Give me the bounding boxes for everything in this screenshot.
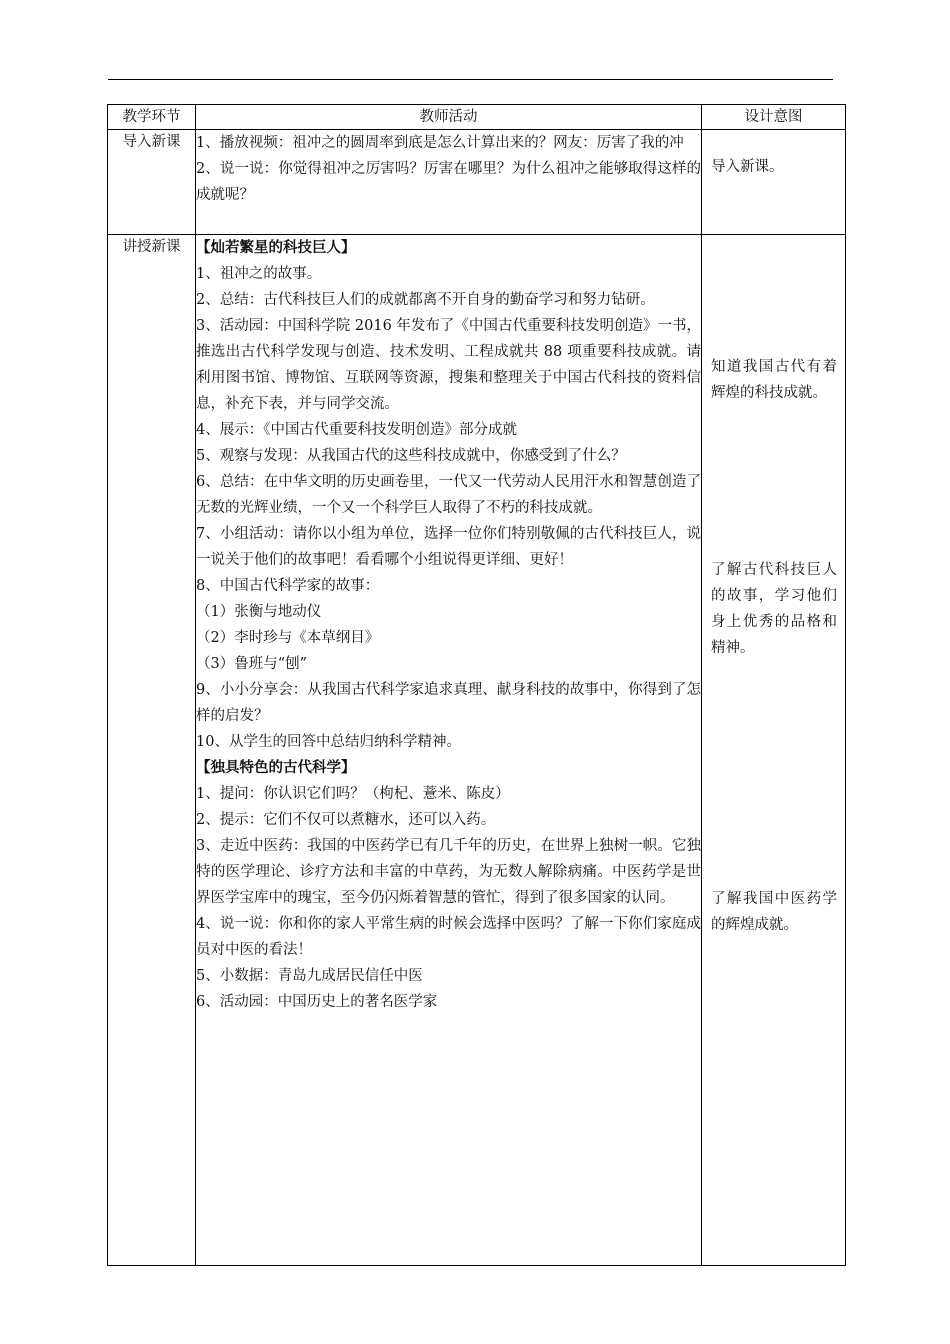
activity-item: 6、总结：在中华文明的历史画卷里，一代又一代劳动人民用汗水和智慧创造了无数的光辉业绩，一个又一个科学巨人取得了不朽的科技成就。 [196, 474, 701, 516]
header-stage: 教学环节 [108, 105, 196, 130]
activity-item: 3、走近中医药：我国的中医药学已有几千年的历史，在世界上独树一帜。它独特的医学理论、诊疗方法和丰富的中草药，为无数人解除病痛。中医药学是世界医学宝库中的瑰宝，至今仍闪烁着智慧的管忙，得到了很多国家的认同。 [196, 838, 701, 906]
section-heading: 【灿若繁星的科技巨人】 [196, 239, 356, 256]
header-intent: 设计意图 [702, 105, 846, 130]
table-row [108, 235, 846, 1266]
table-row [108, 130, 846, 235]
table-header-row [108, 105, 846, 130]
intent-text: 知道我国古代有着辉煌的科技成就。 [711, 359, 837, 401]
activity-item: 1、播放视频：祖冲之的圆周率到底是怎么计算出来的？网友：厉害了我的冲 [196, 135, 684, 151]
intent-text: 了解古代科技巨人的故事，学习他们身上优秀的品格和精神。 [711, 562, 837, 656]
activity-item: 7、小组活动：请你以小组为单位，选择一位你们特别敬佩的古代科技巨人，说一说关于他们的故事吧！看看哪个小组说得更详细、更好！ [196, 526, 701, 568]
activity-item: （3）鲁班与“刨” [196, 656, 308, 672]
activity-item: 6、活动园：中国历史上的著名医学家 [196, 994, 438, 1010]
intent-cell [702, 235, 846, 1266]
intent-text: 导入新课。 [711, 159, 784, 175]
activity-item: 5、小数据：青岛九成居民信任中医 [196, 968, 423, 984]
activity-item: 2、提示：它们不仅可以煮糖水，还可以入药。 [196, 812, 496, 828]
section-heading: 【独具特色的古代科学】 [196, 759, 356, 776]
activities-cell [196, 235, 702, 1266]
activity-item: 5、观察与发现：从我国古代的这些科技成就中，你感受到了什么？ [196, 448, 626, 464]
activity-item: 10、从学生的回答中总结归纳科学精神。 [196, 734, 461, 750]
activities-cell [196, 130, 702, 235]
header-rule [108, 79, 833, 80]
activity-item: 1、提问：你认识它们吗？（枸杞、薏米、陈皮） [196, 786, 510, 802]
stage-cell: 导入新课 [108, 130, 196, 235]
activity-item: 2、说一说：你觉得祖冲之厉害吗？厉害在哪里？为什么祖冲之能够取得这样的成就呢？ [196, 161, 701, 203]
activity-item: 1、祖冲之的故事。 [196, 266, 322, 282]
activity-item: 4、说一说：你和你的家人平常生病的时候会选择中医吗？了解一下你们家庭成员对中医的看法！ [196, 916, 701, 958]
activity-item: 9、小小分享会：从我国古代科学家追求真理、献身科技的故事中，你得到了怎样的启发？ [196, 682, 701, 724]
activity-item: 3、活动园：中国科学院 2016 年发布了《中国古代重要科技发明创造》一书，推选出古代科学发现与创造、技术发明、工程成就共 88 项重要科技成就。请利用图书馆、博物馆、互联网等资源，搜集和整理关于中国古代科技的资料信息，补充下表，并与同学交流。 [196, 318, 701, 412]
activity-item: 8、中国古代科学家的故事： [196, 578, 380, 594]
activity-item: 2、总结：古代科技巨人们的成就都离不开自身的勤奋学习和努力钻研。 [196, 292, 655, 308]
activity-item: （1）张衡与地动仪 [196, 604, 322, 620]
intent-text: 了解我国中医药学的辉煌成就。 [711, 891, 837, 933]
stage-cell: 讲授新课 [108, 235, 196, 1266]
intent-cell [702, 130, 846, 235]
activity-item: （2）李时珍与《本草纲目》 [196, 630, 380, 646]
lesson-plan-table [107, 104, 846, 1266]
activity-item: 4、展示：《中国古代重要科技发明创造》部分成就 [196, 422, 517, 438]
header-activities: 教师活动 [196, 105, 702, 130]
